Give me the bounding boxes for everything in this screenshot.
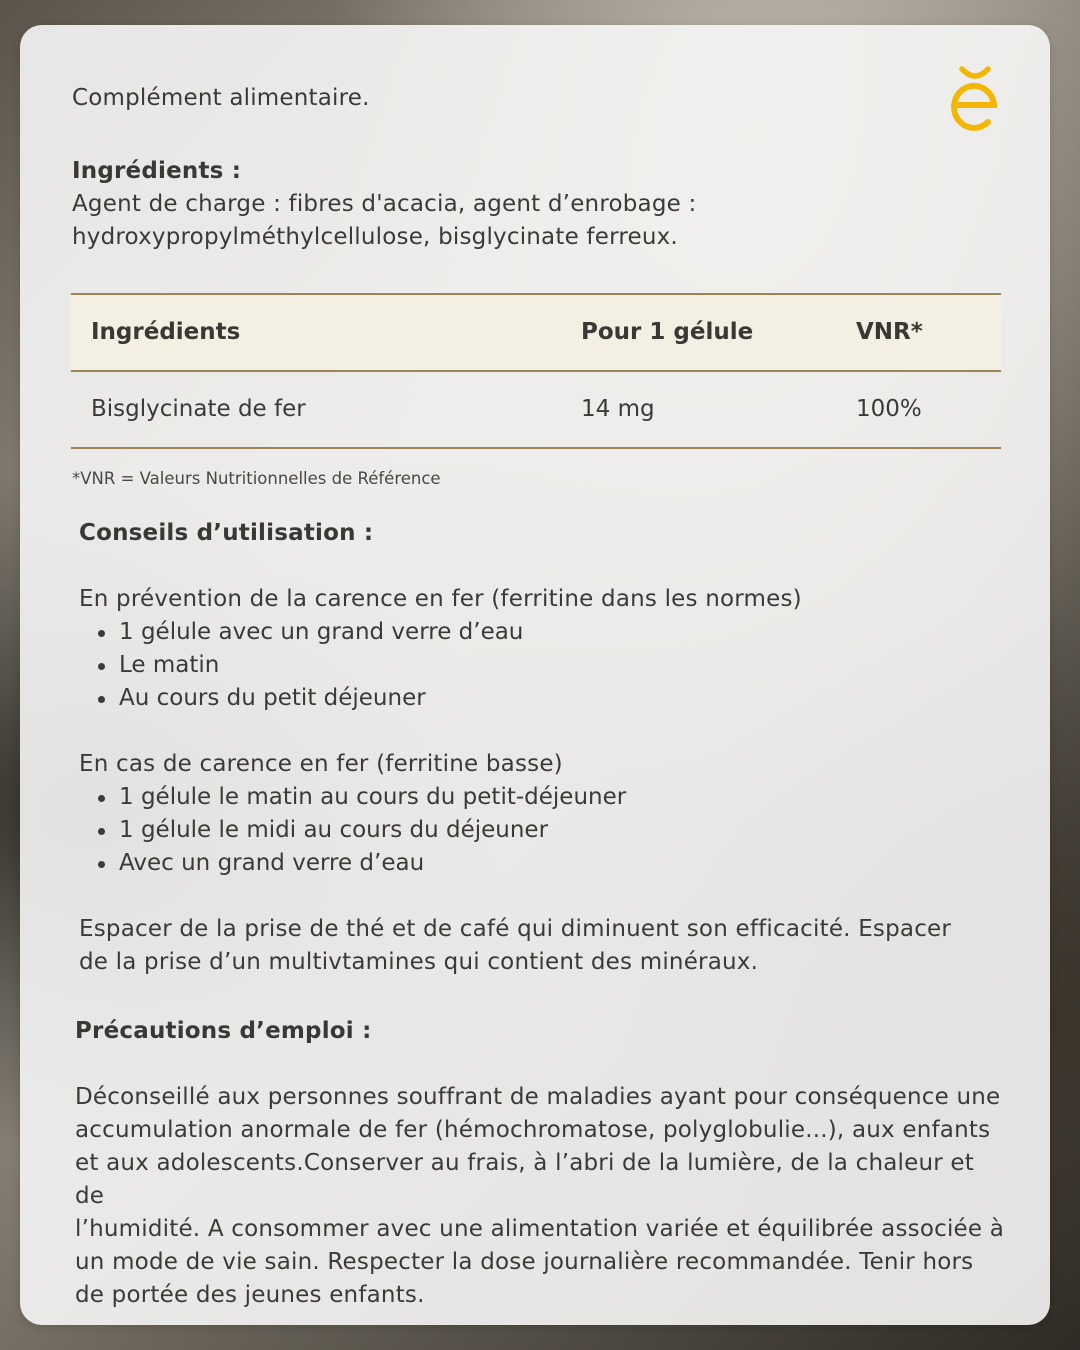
precautions-line: l’humidité. A consommer avec une alimentation variée et équilibrée associée à [75,1216,1005,1242]
table-row [71,372,1001,449]
cell-vnr: 100% [856,396,922,422]
spacing-line: Espacer de la prise de thé et de café qui diminuent son efficacité. Espacer [79,916,952,942]
usage-title: Conseils d’utilisation : [79,520,374,546]
header-ingredients: Ingrédients [91,319,241,345]
precautions-line: de portée des jeunes enfants. [75,1282,425,1308]
cell-ingredient: Bisglycinate de fer [91,396,306,422]
header-vnr: VNR* [856,319,923,345]
precautions-line: Déconseillé aux personnes souffrant de maladies ayant pour conséquence une [75,1084,1001,1110]
spacing-advice [79,913,979,979]
precautions-line: et aux adolescents.Conserver au frais, à l’abri de la lumière, de la chaleur et de [75,1150,974,1209]
deficiency-list [98,781,626,880]
ingredients-title: Ingrédients : [72,158,242,184]
list-item: Au cours du petit déjeuner [98,682,523,715]
header-per-capsule: Pour 1 gélule [581,319,754,345]
vnr-footnote: *VNR = Valeurs Nutritionnelles de Référence [72,469,441,488]
spacing-line: de la prise d’un multivtamines qui contient des minéraux. [79,949,759,975]
ingredients-text [72,188,792,254]
list-item: 1 gélule avec un grand verre d’eau [98,616,523,649]
list-item: Avec un grand verre d’eau [98,847,626,880]
list-item: 1 gélule le matin au cours du petit-déjeuner [98,781,626,814]
precautions-line: accumulation anormale de fer (hémochromatose, polyglobulie...), aux enfants [75,1117,991,1143]
list-item: Le matin [98,649,523,682]
ingredients-line: Agent de charge : fibres d'acacia, agent d’enrobage : [72,191,697,217]
info-card [20,25,1050,1325]
precautions-text [75,1081,1010,1312]
precautions-title: Précautions d’emploi : [75,1018,372,1044]
product-type: Complément alimentaire. [72,85,370,111]
cell-amount: 14 mg [581,396,655,422]
precautions-line: un mode de vie sain. Respecter la dose journalière recommandée. Tenir hors [75,1249,974,1275]
list-item: 1 gélule le midi au cours du déjeuner [98,814,626,847]
e-breve-logo-icon [948,65,1002,137]
ingredients-line: hydroxypropylméthylcellulose, bisglycinate ferreux. [72,224,678,250]
prevention-list [98,616,523,715]
prevention-title: En prévention de la carence en fer (ferritine dans les normes) [79,586,802,612]
deficiency-title: En cas de carence en fer (ferritine basse) [79,751,563,777]
nutrition-table [71,293,1001,449]
table-header-row [71,293,1001,372]
